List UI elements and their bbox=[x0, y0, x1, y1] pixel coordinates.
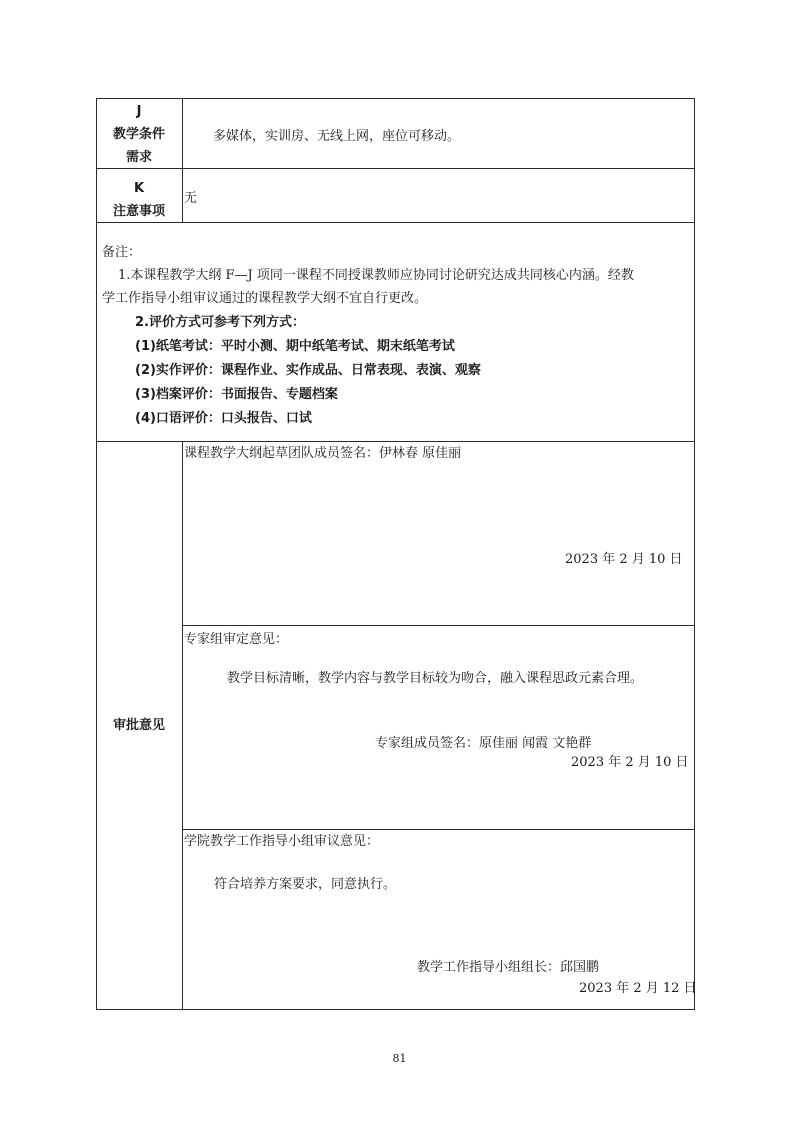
notes-line-1: 1.本课程教学大纲 F—J 项同一课程不同授课教师应协同讨论研究达成共同核心内涵。经教 bbox=[118, 268, 634, 283]
notes-label: 备注： bbox=[102, 245, 142, 260]
approval-divider-drafting-expert bbox=[182, 625, 695, 626]
column-divider-j bbox=[182, 98, 183, 168]
row-j-title-line1: 教学条件 bbox=[112, 127, 165, 142]
column-divider-approval bbox=[182, 441, 183, 1010]
row-k-content: 无 bbox=[184, 191, 198, 206]
expert-signature: 专家组成员签名：原佳丽 闻霞 文艳群 bbox=[375, 736, 592, 751]
row-k-title: 注意事项 bbox=[112, 204, 165, 219]
expert-opinion-heading: 专家组审定意见： bbox=[184, 632, 289, 647]
approval-divider-expert-college bbox=[182, 829, 695, 830]
evaluation-method-item: (3)档案评价：书面报告、专题档案 bbox=[135, 387, 338, 402]
row-divider-k-notes bbox=[96, 222, 695, 223]
evaluation-method-item: (4)口语评价：口头报告、口试 bbox=[135, 411, 312, 426]
expert-date: 2023 年 2 月 10 日 bbox=[571, 755, 689, 770]
row-divider-j-k bbox=[96, 168, 695, 169]
evaluation-method-item: (2)实作评价：课程作业、实作成品、日常表现、表演、观察 bbox=[135, 363, 481, 378]
notes-line-2: 学工作指导小组审议通过的课程教学大纲不宜自行更改。 bbox=[102, 291, 428, 306]
row-k-letter: K bbox=[133, 181, 145, 196]
college-date: 2023 年 2 月 12 日 bbox=[579, 981, 697, 996]
college-leader-signature: 教学工作指导小组组长：邱国鹏 bbox=[417, 960, 600, 975]
row-j-title-line2: 需求 bbox=[125, 150, 152, 165]
row-j-content: 多媒体，实训房、无线上网，座位可移动。 bbox=[213, 129, 461, 144]
drafting-team-signature: 课程教学大纲起草团队成员签名：伊林春 原佳丽 bbox=[184, 446, 462, 461]
column-divider-k bbox=[182, 168, 183, 222]
row-divider-notes-approval bbox=[96, 441, 695, 442]
college-opinion-heading: 学院教学工作指导小组审议意见： bbox=[184, 834, 380, 849]
college-opinion-text: 符合培养方案要求，同意执行。 bbox=[214, 877, 397, 892]
row-j-letter: J bbox=[136, 104, 142, 119]
evaluation-method-item: (1)纸笔考试：平时小测、期中纸笔考试、期末纸笔考试 bbox=[135, 339, 455, 354]
expert-opinion-text: 教学目标清晰，教学内容与教学目标较为吻合，融入课程思政元素合理。 bbox=[227, 671, 644, 686]
approval-label: 审批意见 bbox=[112, 718, 165, 733]
evaluation-methods-title: 2.评价方式可参考下列方式： bbox=[135, 315, 305, 330]
page-number: 81 bbox=[392, 1052, 407, 1065]
drafting-date: 2023 年 2 月 10 日 bbox=[565, 552, 683, 567]
